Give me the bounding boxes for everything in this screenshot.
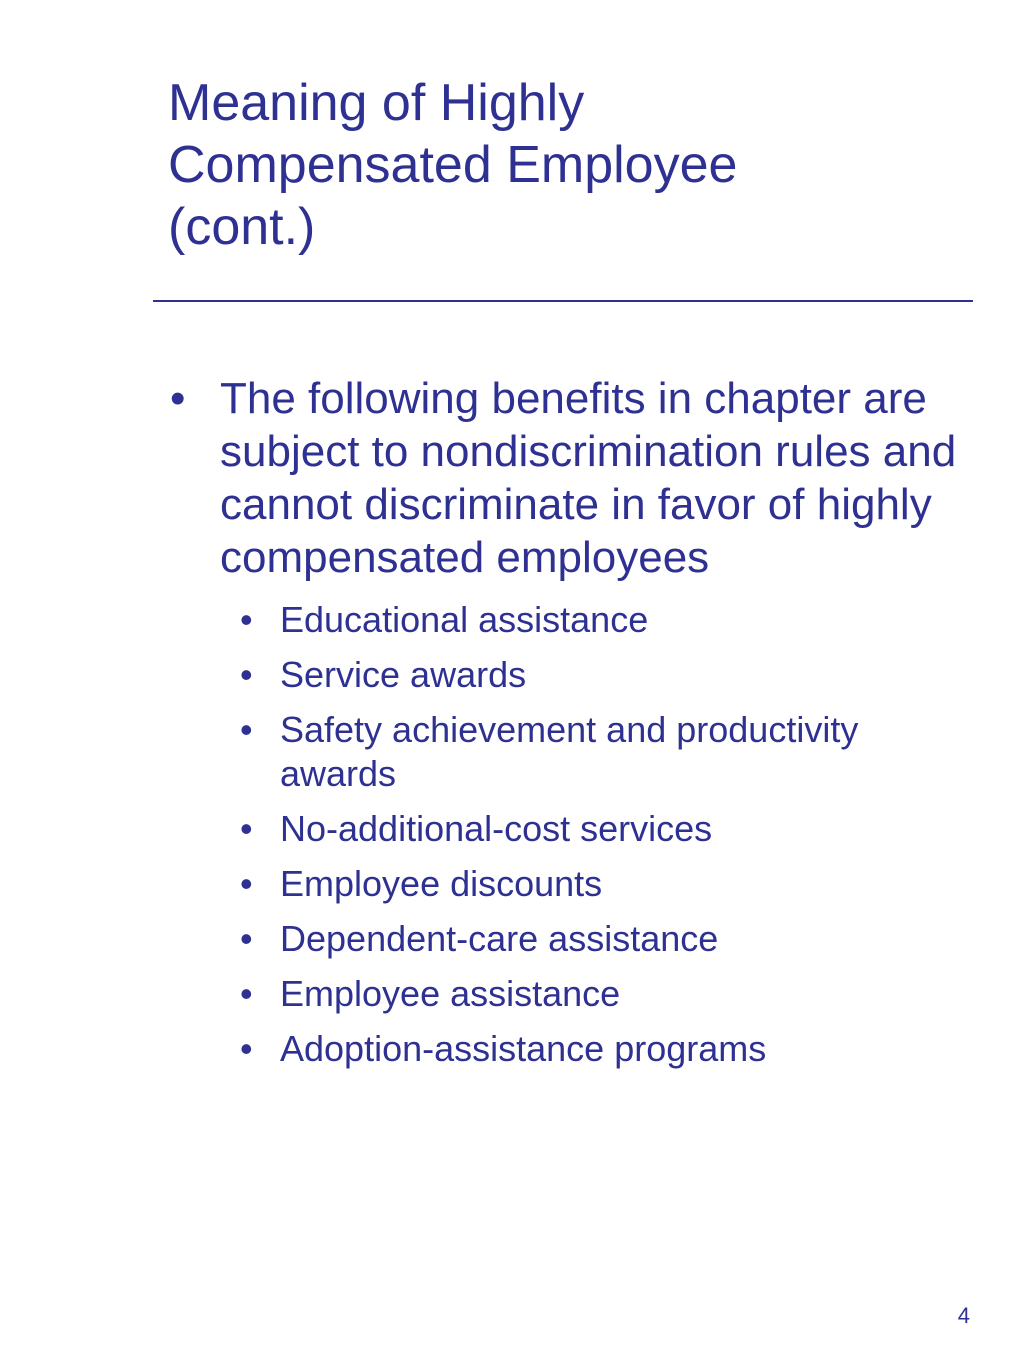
bullet-icon: • xyxy=(240,808,253,849)
title-divider xyxy=(153,300,973,302)
list-item-text: Employee assistance xyxy=(280,973,621,1014)
list-item-text: Employee discounts xyxy=(280,863,603,904)
list-item-text: Dependent-care assistance xyxy=(280,918,719,959)
list-item xyxy=(170,972,960,1016)
main-bullet xyxy=(170,372,960,584)
slide-title xyxy=(168,72,968,258)
title-line: (cont.) xyxy=(168,198,316,256)
main-bullet-text: The following benefits in chapter are subject to nondiscrimination rules and cannot discriminate in favor of highly compensated employees xyxy=(220,374,957,582)
bullet-icon: • xyxy=(170,374,186,423)
bullet-icon: • xyxy=(240,654,253,695)
list-item-text: Service awards xyxy=(280,654,527,695)
bullet-icon: • xyxy=(240,918,253,959)
bullet-icon: • xyxy=(240,863,253,904)
list-item xyxy=(170,917,960,961)
slide-body xyxy=(170,372,960,1082)
title-line: Compensated Employee xyxy=(168,136,738,194)
page-number: 4 xyxy=(957,1303,970,1328)
list-item-text: Educational assistance xyxy=(280,599,649,640)
list-item xyxy=(170,1027,960,1071)
bullet-icon: • xyxy=(240,709,253,750)
list-item-text: Adoption-assistance programs xyxy=(280,1028,767,1069)
list-item xyxy=(170,862,960,906)
sub-bullet-list xyxy=(170,598,960,1071)
bullet-icon: • xyxy=(240,1028,253,1069)
list-item xyxy=(170,807,960,851)
list-item xyxy=(170,598,960,642)
list-item-text: Safety achievement and productivity awards xyxy=(280,709,859,794)
list-item-text: No-additional-cost services xyxy=(280,808,713,849)
bullet-icon: • xyxy=(240,599,253,640)
title-line: Meaning of Highly xyxy=(168,74,585,132)
bullet-icon: • xyxy=(240,973,253,1014)
list-item xyxy=(170,653,960,697)
list-item xyxy=(170,708,960,796)
